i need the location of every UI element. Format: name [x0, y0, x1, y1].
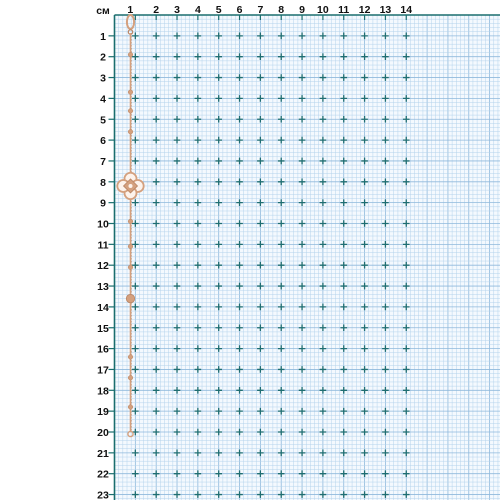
row-label: 22 — [97, 468, 109, 481]
pendant-stone — [129, 184, 133, 188]
station-bead — [128, 244, 133, 249]
row-label: 18 — [97, 385, 109, 398]
station-bead — [128, 265, 133, 270]
column-label: 9 — [299, 4, 305, 16]
row-label: 20 — [97, 427, 109, 439]
column-label: 5 — [215, 4, 222, 16]
column-label: 8 — [278, 4, 285, 16]
column-label: 6 — [236, 4, 243, 16]
column-label: 1 — [127, 4, 134, 16]
column-label: 14 — [400, 4, 413, 16]
row-label: 2 — [100, 51, 106, 64]
column-label: 10 — [317, 4, 329, 16]
station-bead — [128, 52, 133, 57]
grid-background — [115, 15, 500, 500]
column-label: 11 — [338, 4, 350, 16]
row-label: 12 — [97, 260, 109, 273]
column-label: 13 — [379, 4, 392, 16]
column-label: 3 — [174, 4, 180, 16]
row-label: 19 — [97, 406, 109, 419]
row-label: 14 — [97, 301, 109, 314]
column-label: 7 — [257, 4, 264, 16]
row-label: 10 — [97, 218, 109, 231]
station-bead — [128, 405, 133, 410]
station-bead — [128, 109, 133, 114]
row-label: 7 — [100, 155, 106, 168]
unit-label: см — [96, 5, 110, 17]
row-label: 16 — [97, 343, 109, 356]
grid-paper — [115, 15, 500, 500]
row-label: 15 — [97, 322, 109, 335]
column-label: 12 — [358, 4, 371, 16]
round-charm — [126, 294, 134, 302]
row-label: 21 — [97, 447, 109, 460]
station-bead — [128, 129, 133, 134]
row-label: 9 — [100, 197, 106, 210]
row-label: 11 — [97, 239, 109, 252]
row-label: 23 — [97, 489, 109, 500]
station-bead — [128, 375, 133, 380]
row-label: 5 — [100, 114, 106, 127]
station-bead — [128, 355, 133, 360]
column-label: 2 — [153, 4, 160, 16]
row-label: 6 — [100, 135, 106, 148]
row-label: 17 — [97, 364, 109, 377]
row-label: 4 — [100, 93, 106, 106]
column-label: 4 — [194, 4, 201, 16]
row-label: 8 — [100, 176, 106, 189]
station-bead — [128, 219, 133, 224]
row-label: 3 — [100, 72, 106, 85]
row-label: 13 — [97, 281, 109, 294]
row-label: 1 — [100, 30, 106, 43]
station-bead — [128, 90, 133, 95]
